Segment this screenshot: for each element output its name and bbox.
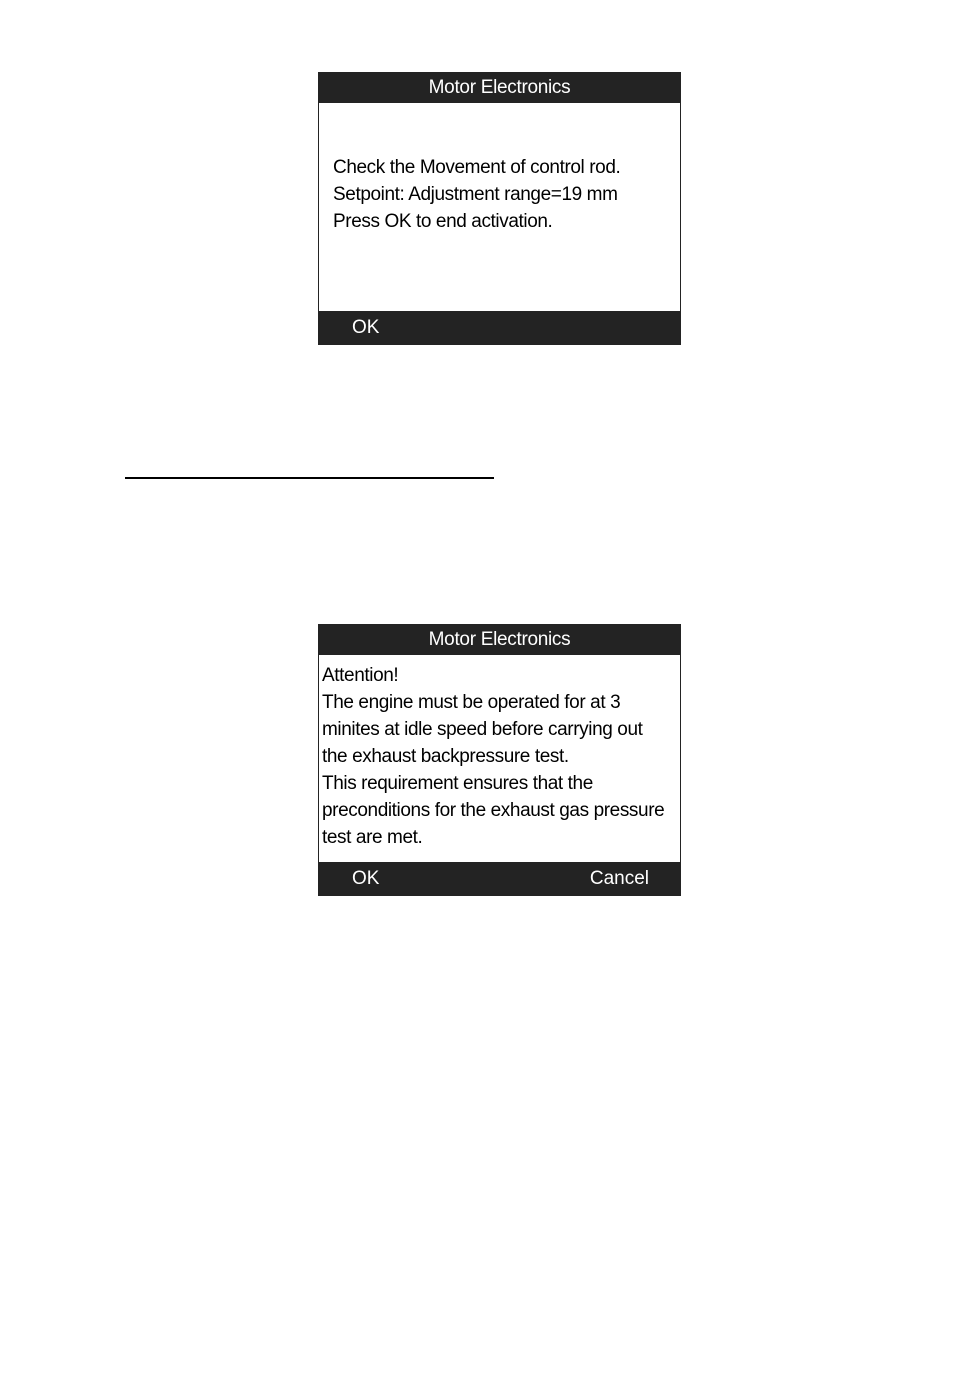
- section-divider: [125, 477, 494, 479]
- message-text: [319, 154, 680, 235]
- message-line: Press OK to end activation.: [333, 211, 553, 232]
- button-bar: [319, 862, 680, 895]
- message-line: minites at idle speed before carrying out: [322, 719, 643, 740]
- motor-electronics-screen-activation: [318, 72, 681, 345]
- motor-electronics-screen-attention: [318, 624, 681, 896]
- cancel-button[interactable]: Cancel: [589, 868, 649, 889]
- screen-title: Motor Electronics: [319, 73, 680, 103]
- message-line: The engine must be operated for at 3: [322, 692, 621, 713]
- message-line: the exhaust backpressure test.: [322, 746, 569, 767]
- ok-button[interactable]: OK: [352, 317, 380, 338]
- button-bar: [319, 311, 680, 344]
- screen-title: Motor Electronics: [319, 625, 680, 655]
- message-line: This requirement ensures that the: [322, 773, 593, 794]
- message-text: [319, 662, 680, 851]
- message-line: Attention!: [322, 665, 399, 686]
- message-line: Setpoint: Adjustment range=19 mm: [333, 184, 618, 205]
- ok-button[interactable]: OK: [352, 868, 380, 889]
- message-line: test are met.: [322, 827, 423, 848]
- message-line: Check the Movement of control rod.: [333, 157, 621, 178]
- message-line: preconditions for the exhaust gas pressure: [322, 800, 665, 821]
